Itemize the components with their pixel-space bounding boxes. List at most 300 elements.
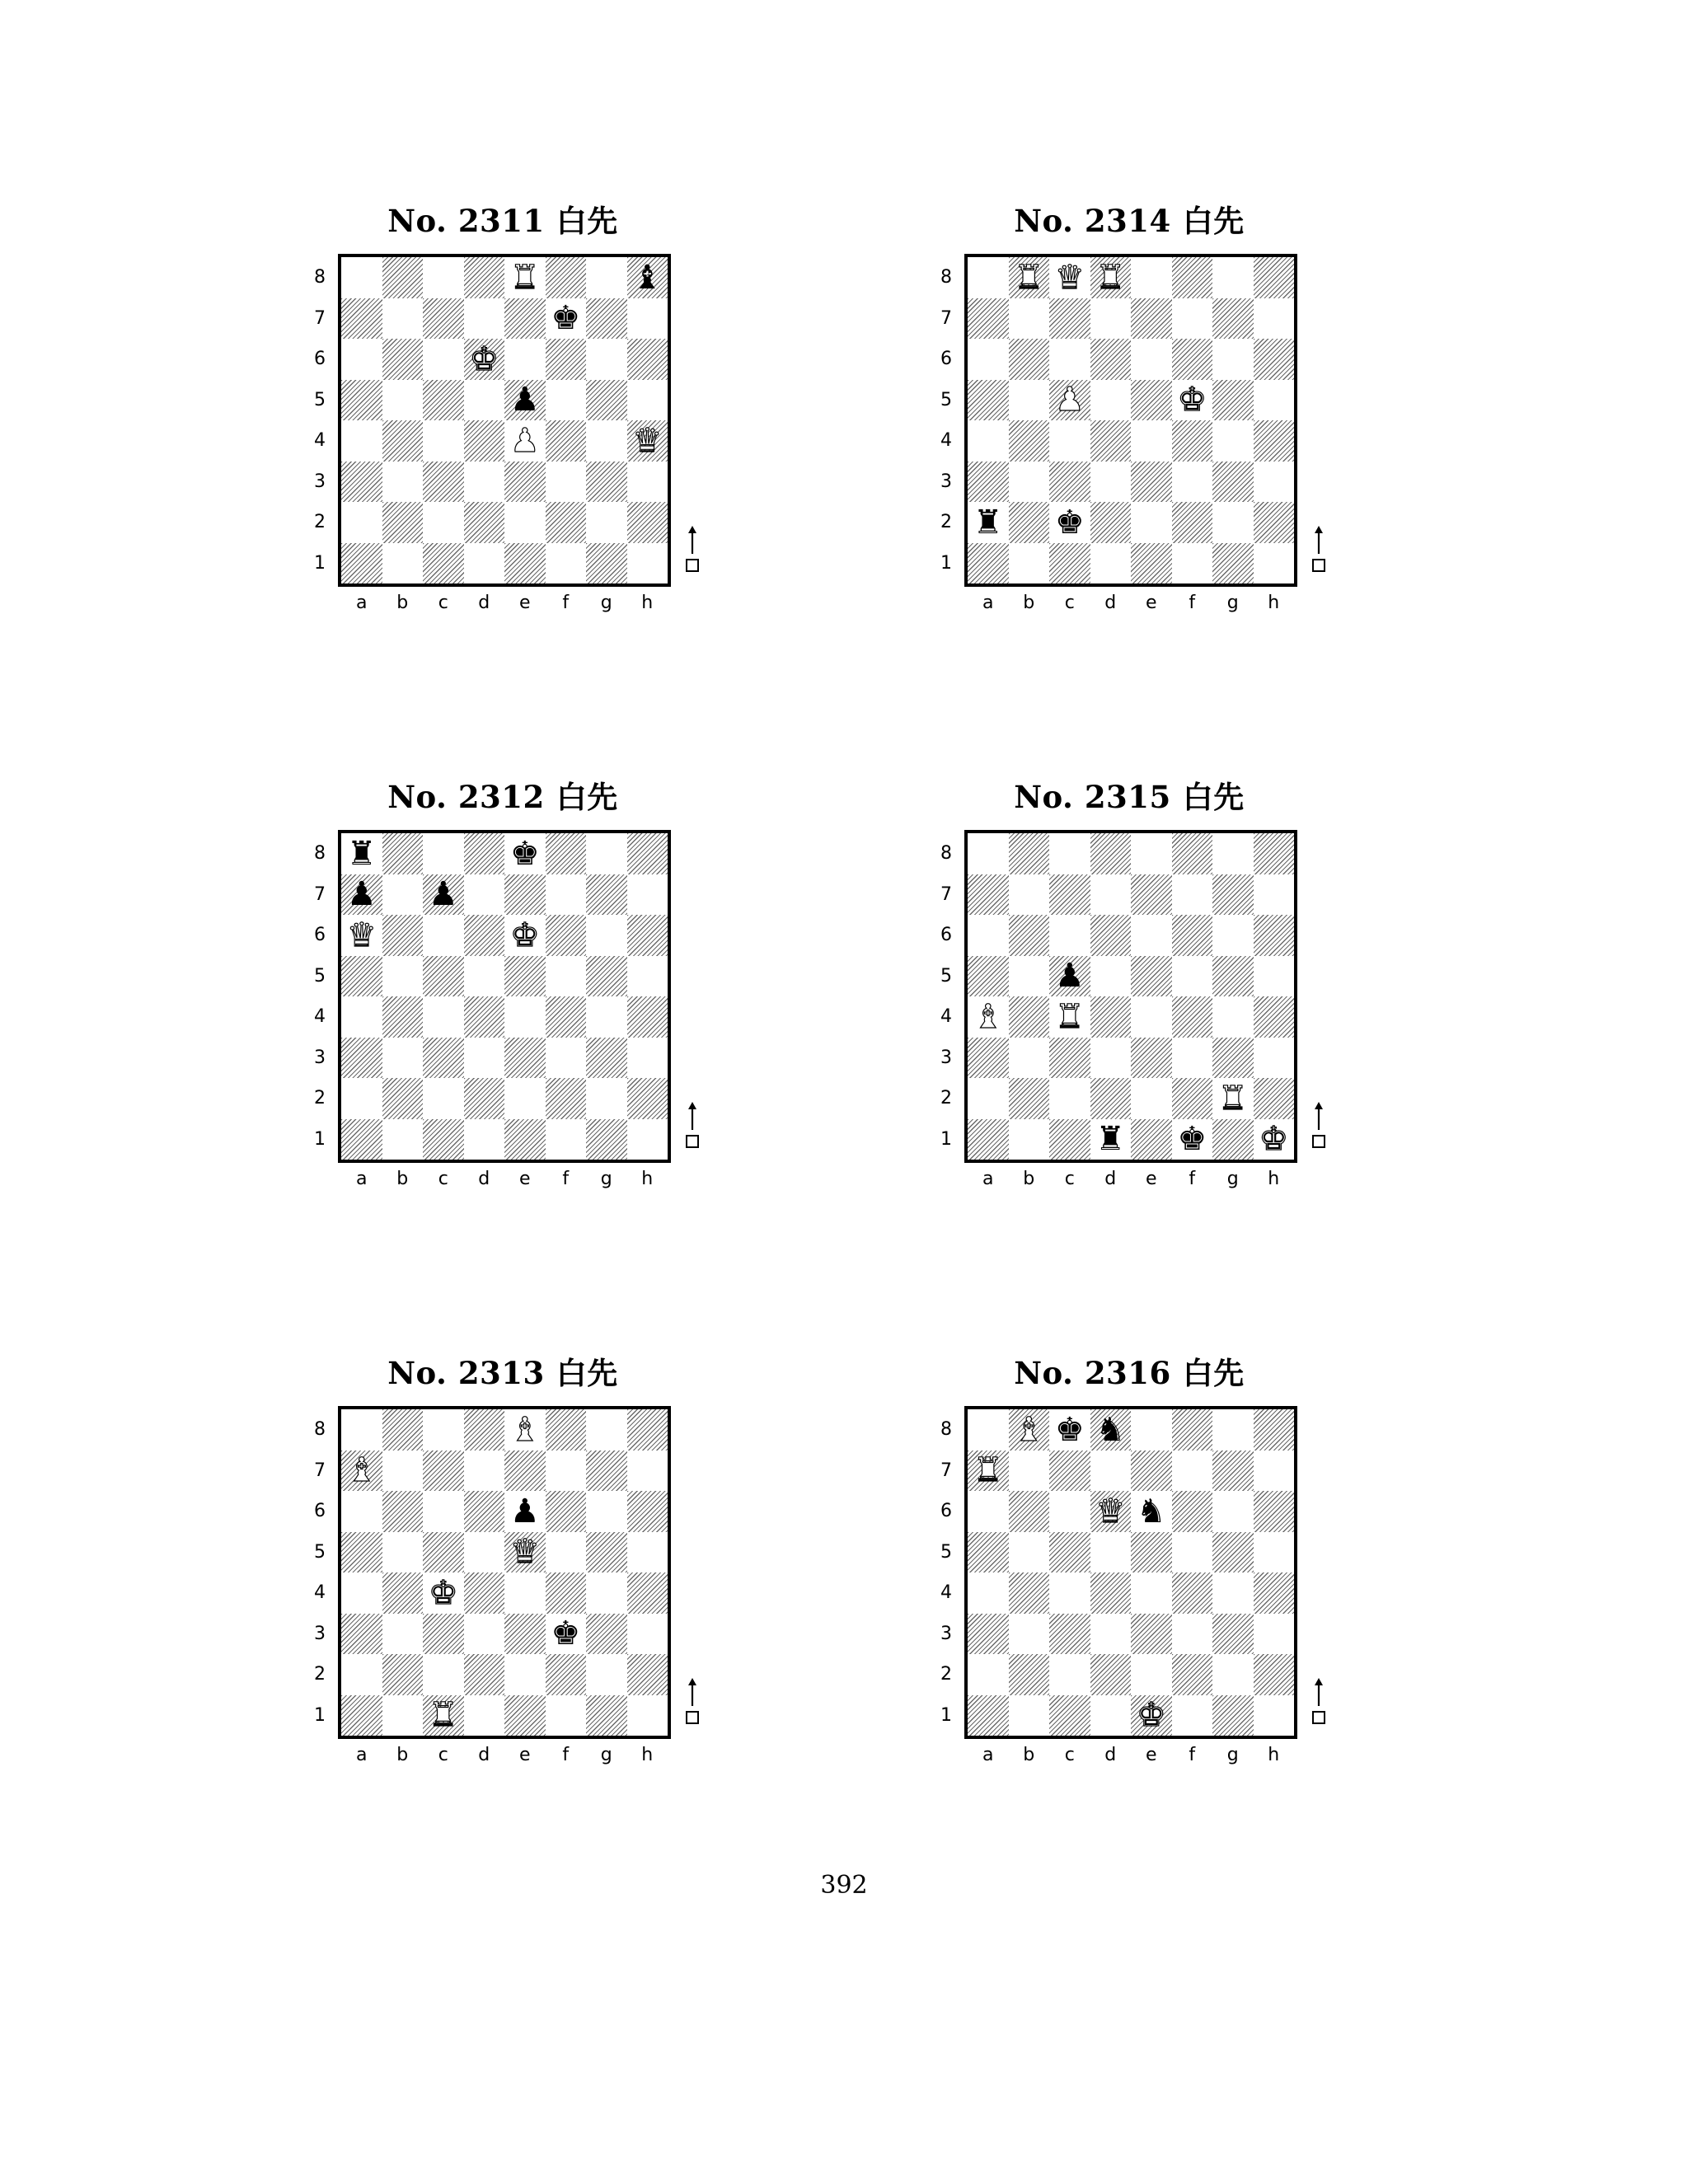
chess-board — [338, 254, 671, 587]
square-a6 — [968, 915, 1009, 956]
square-c2 — [1049, 1654, 1090, 1695]
square-d3 — [464, 1038, 505, 1079]
rank-label: 7 — [940, 883, 952, 905]
white-bishop-icon: ♝ — [1014, 1410, 1044, 1449]
file-label: h — [641, 592, 654, 613]
puzzle-title — [915, 1348, 1343, 1393]
white-to-move-indicator — [684, 1678, 701, 1731]
square-f7 — [546, 1451, 587, 1492]
square-b3 — [382, 1614, 424, 1655]
square-c8 — [1049, 1409, 1090, 1451]
square-d6 — [464, 915, 505, 956]
white-bishop-icon: ♝ — [346, 1451, 377, 1490]
square-c1 — [423, 1119, 464, 1160]
square-b8 — [382, 257, 424, 298]
white-king-icon: ♚ — [428, 1573, 458, 1612]
up-arrow-icon — [1313, 526, 1325, 554]
square-a7 — [968, 1451, 1009, 1492]
square-d5 — [1090, 956, 1132, 997]
square-b7 — [1009, 874, 1050, 916]
file-labels — [968, 590, 1294, 615]
square-h5 — [627, 956, 668, 997]
file-label: g — [600, 1168, 612, 1189]
square-b2 — [1009, 1654, 1050, 1695]
square-e1 — [504, 1119, 546, 1160]
square-f6 — [546, 339, 587, 380]
file-label: e — [1145, 1168, 1157, 1189]
black-bishop-icon: ♝ — [632, 258, 663, 297]
white-pawn-icon: ♟ — [1054, 381, 1085, 419]
square-g8 — [1212, 833, 1254, 874]
square-b8 — [382, 833, 424, 874]
square-b1 — [382, 543, 424, 584]
file-label: c — [1064, 1744, 1075, 1765]
square-b8 — [382, 1409, 424, 1451]
square-h4 — [1254, 996, 1295, 1038]
file-label: c — [438, 1744, 448, 1765]
white-to-move-indicator — [1311, 1102, 1327, 1155]
white-bishop-icon: ♝ — [973, 997, 1003, 1036]
square-f2 — [1172, 502, 1213, 543]
square-b7 — [382, 298, 424, 340]
square-h3 — [627, 1614, 668, 1655]
square-a1 — [341, 1695, 382, 1736]
puzzle-number: No. 2314 — [1014, 203, 1171, 239]
square-g4 — [586, 420, 627, 462]
square-b6 — [382, 1491, 424, 1532]
square-c8 — [423, 257, 464, 298]
square-f3 — [1172, 1038, 1213, 1079]
square-h4 — [1254, 1572, 1295, 1614]
square-a8 — [968, 257, 1009, 298]
white-queen-icon: ♛ — [1054, 258, 1085, 297]
rank-label: 3 — [940, 1623, 952, 1644]
white-rook-icon: ♜ — [428, 1696, 458, 1735]
square-e3 — [504, 462, 546, 503]
square-g3 — [586, 1614, 627, 1655]
square-h4 — [1254, 420, 1295, 462]
black-knight-icon: ♞ — [1095, 1410, 1126, 1449]
square-e4 — [1131, 1572, 1172, 1614]
white-queen-icon: ♛ — [1095, 1492, 1126, 1530]
square-a6 — [968, 339, 1009, 380]
rank-label: 4 — [940, 430, 952, 452]
side-to-move-label: 白先 — [1182, 780, 1245, 815]
file-labels — [968, 1742, 1294, 1767]
square-h3 — [627, 462, 668, 503]
square-f8 — [1172, 1409, 1213, 1451]
file-label: a — [982, 1168, 994, 1189]
puzzle-2315 — [915, 772, 1343, 1217]
file-label: e — [1145, 1744, 1157, 1765]
square-f2 — [546, 1078, 587, 1119]
file-label: e — [518, 1168, 531, 1189]
square-f8 — [1172, 257, 1213, 298]
file-label: c — [438, 592, 448, 613]
square-f4 — [546, 420, 587, 462]
rank-label: 2 — [940, 1088, 952, 1109]
chess-board — [964, 1406, 1297, 1739]
square-f6 — [1172, 915, 1213, 956]
square-h1 — [627, 1119, 668, 1160]
square-c2 — [1049, 1078, 1090, 1119]
square-e3 — [1131, 462, 1172, 503]
white-square-icon — [686, 1711, 699, 1724]
square-d3 — [464, 462, 505, 503]
square-a5 — [968, 380, 1009, 421]
file-label: g — [1226, 1744, 1239, 1765]
square-a8 — [341, 1409, 382, 1451]
square-f1 — [1172, 1119, 1213, 1160]
rank-label: 6 — [940, 349, 952, 370]
square-c6 — [423, 1491, 464, 1532]
square-b1 — [1009, 1695, 1050, 1736]
black-king-icon: ♚ — [509, 834, 540, 873]
square-h7 — [627, 298, 668, 340]
square-g7 — [586, 298, 627, 340]
square-d2 — [1090, 502, 1132, 543]
file-labels — [968, 1166, 1294, 1191]
chess-board — [338, 830, 671, 1163]
square-h4 — [627, 420, 668, 462]
square-c6 — [423, 915, 464, 956]
rank-label: 4 — [314, 1582, 326, 1604]
rank-label: 1 — [314, 1704, 326, 1726]
square-a1 — [968, 1695, 1009, 1736]
square-b3 — [1009, 1614, 1050, 1655]
black-king-icon: ♚ — [551, 1615, 581, 1653]
square-b1 — [382, 1695, 424, 1736]
file-labels — [341, 1742, 668, 1767]
square-b4 — [1009, 996, 1050, 1038]
square-e5 — [504, 380, 546, 421]
square-d8 — [1090, 1409, 1132, 1451]
white-to-move-indicator — [1311, 1678, 1327, 1731]
rank-label: 8 — [314, 267, 326, 288]
rank-label: 2 — [314, 1664, 326, 1685]
square-d7 — [464, 298, 505, 340]
square-a3 — [341, 1614, 382, 1655]
square-e3 — [504, 1614, 546, 1655]
file-label: a — [356, 592, 368, 613]
square-c8 — [1049, 833, 1090, 874]
rank-label: 1 — [940, 1128, 952, 1150]
file-label: g — [600, 592, 612, 613]
rank-label: 1 — [940, 1704, 952, 1726]
square-c8 — [423, 1409, 464, 1451]
square-h8 — [1254, 257, 1295, 298]
black-pawn-icon: ♟ — [346, 875, 377, 914]
square-e7 — [504, 1451, 546, 1492]
black-king-icon: ♚ — [1177, 1120, 1207, 1159]
square-c4 — [1049, 420, 1090, 462]
square-g2 — [1212, 502, 1254, 543]
square-g3 — [1212, 1614, 1254, 1655]
square-g3 — [1212, 462, 1254, 503]
square-e5 — [504, 956, 546, 997]
black-pawn-icon: ♟ — [1054, 957, 1085, 996]
puzzle-2312 — [288, 772, 717, 1217]
square-f1 — [1172, 543, 1213, 584]
square-f1 — [546, 1695, 587, 1736]
square-g1 — [586, 1695, 627, 1736]
square-g6 — [586, 1491, 627, 1532]
square-b4 — [382, 996, 424, 1038]
square-g1 — [586, 543, 627, 584]
square-d6 — [464, 339, 505, 380]
square-e3 — [1131, 1614, 1172, 1655]
square-f5 — [546, 380, 587, 421]
white-pawn-icon: ♟ — [509, 421, 540, 460]
rank-label: 4 — [940, 1582, 952, 1604]
rank-label: 3 — [314, 1623, 326, 1644]
white-to-move-indicator — [1311, 526, 1327, 579]
file-labels — [341, 1166, 668, 1191]
up-arrow-icon — [687, 1102, 698, 1130]
square-e6 — [1131, 339, 1172, 380]
rank-label: 5 — [940, 965, 952, 987]
square-f8 — [1172, 833, 1213, 874]
square-a1 — [341, 1119, 382, 1160]
square-e6 — [504, 915, 546, 956]
rank-labels — [938, 257, 954, 583]
square-h5 — [627, 380, 668, 421]
white-bishop-icon: ♝ — [509, 1410, 540, 1449]
square-c1 — [423, 1695, 464, 1736]
square-e6 — [504, 339, 546, 380]
square-h2 — [1254, 1654, 1295, 1695]
rank-label: 3 — [314, 1047, 326, 1068]
square-b5 — [382, 380, 424, 421]
square-c6 — [423, 339, 464, 380]
square-f3 — [1172, 1614, 1213, 1655]
square-g5 — [586, 956, 627, 997]
square-e3 — [504, 1038, 546, 1079]
square-c5 — [1049, 1532, 1090, 1573]
square-e2 — [504, 1078, 546, 1119]
square-g6 — [1212, 915, 1254, 956]
white-square-icon — [686, 1135, 699, 1148]
square-f4 — [1172, 420, 1213, 462]
square-h2 — [627, 1078, 668, 1119]
square-d4 — [464, 996, 505, 1038]
square-f5 — [1172, 1532, 1213, 1573]
square-a3 — [341, 462, 382, 503]
square-c4 — [423, 996, 464, 1038]
square-c6 — [1049, 339, 1090, 380]
rank-label: 7 — [940, 1460, 952, 1481]
square-a4 — [968, 1572, 1009, 1614]
square-e2 — [504, 502, 546, 543]
square-b1 — [1009, 1119, 1050, 1160]
square-c5 — [1049, 380, 1090, 421]
square-g1 — [586, 1119, 627, 1160]
white-king-icon: ♚ — [1136, 1696, 1166, 1735]
square-d6 — [1090, 915, 1132, 956]
square-g5 — [1212, 956, 1254, 997]
square-e4 — [504, 1572, 546, 1614]
up-arrow-icon — [1313, 1678, 1325, 1706]
black-king-icon: ♚ — [1054, 503, 1085, 541]
white-square-icon — [1312, 1711, 1325, 1724]
square-a4 — [341, 420, 382, 462]
square-h2 — [1254, 1078, 1295, 1119]
square-c3 — [423, 1038, 464, 1079]
square-e3 — [1131, 1038, 1172, 1079]
square-b4 — [382, 420, 424, 462]
square-c3 — [1049, 1038, 1090, 1079]
square-b2 — [382, 502, 424, 543]
square-b7 — [1009, 298, 1050, 340]
square-c1 — [1049, 1119, 1090, 1160]
square-d4 — [464, 1572, 505, 1614]
square-h1 — [1254, 1695, 1295, 1736]
square-b8 — [1009, 1409, 1050, 1451]
square-d8 — [464, 257, 505, 298]
rank-label: 7 — [940, 307, 952, 329]
file-label: f — [1189, 1744, 1196, 1765]
black-rook-icon: ♜ — [973, 503, 1003, 541]
file-label: h — [641, 1744, 654, 1765]
square-f3 — [546, 1614, 587, 1655]
square-b3 — [1009, 1038, 1050, 1079]
file-labels — [341, 590, 668, 615]
square-e8 — [504, 257, 546, 298]
side-to-move-label: 白先 — [556, 204, 618, 239]
square-e2 — [1131, 502, 1172, 543]
square-a3 — [341, 1038, 382, 1079]
square-g7 — [1212, 874, 1254, 916]
square-a5 — [968, 956, 1009, 997]
square-a5 — [968, 1532, 1009, 1573]
square-b5 — [1009, 1532, 1050, 1573]
square-d3 — [1090, 462, 1132, 503]
square-f1 — [546, 1119, 587, 1160]
file-label: g — [1226, 592, 1239, 613]
square-g1 — [1212, 1695, 1254, 1736]
square-a2 — [968, 1078, 1009, 1119]
white-rook-icon: ♜ — [1054, 997, 1085, 1036]
square-h7 — [627, 1451, 668, 1492]
file-label: d — [478, 1168, 490, 1189]
black-rook-icon: ♜ — [1095, 1120, 1126, 1159]
white-square-icon — [1312, 559, 1325, 572]
square-d1 — [1090, 1119, 1132, 1160]
square-c3 — [1049, 462, 1090, 503]
rank-label: 4 — [314, 1006, 326, 1028]
square-g2 — [586, 1654, 627, 1695]
square-c1 — [1049, 543, 1090, 584]
square-h6 — [627, 339, 668, 380]
white-queen-icon: ♛ — [632, 421, 663, 460]
square-h8 — [1254, 833, 1295, 874]
black-pawn-icon: ♟ — [509, 381, 540, 419]
white-to-move-indicator — [684, 1102, 701, 1155]
square-d8 — [1090, 833, 1132, 874]
white-square-icon — [1312, 1135, 1325, 1148]
square-a7 — [968, 298, 1009, 340]
rank-label: 8 — [314, 843, 326, 865]
square-h6 — [1254, 915, 1295, 956]
chess-board — [964, 254, 1297, 587]
file-label: b — [1023, 592, 1035, 613]
square-f3 — [546, 1038, 587, 1079]
square-h7 — [1254, 874, 1295, 916]
square-h1 — [1254, 543, 1295, 584]
file-label: a — [982, 1744, 994, 1765]
square-c4 — [423, 420, 464, 462]
square-e1 — [1131, 1695, 1172, 1736]
square-f4 — [1172, 1572, 1213, 1614]
square-a2 — [968, 1654, 1009, 1695]
rank-label: 8 — [314, 1419, 326, 1441]
side-to-move-label: 白先 — [1182, 1356, 1245, 1391]
square-a5 — [341, 1532, 382, 1573]
square-h1 — [627, 1695, 668, 1736]
square-b4 — [382, 1572, 424, 1614]
square-g8 — [586, 257, 627, 298]
square-f1 — [1172, 1695, 1213, 1736]
square-h2 — [627, 502, 668, 543]
square-d7 — [1090, 298, 1132, 340]
file-label: b — [396, 1744, 409, 1765]
file-label: d — [1104, 1744, 1117, 1765]
rank-labels — [938, 1409, 954, 1736]
square-f8 — [546, 1409, 587, 1451]
square-a7 — [968, 874, 1009, 916]
file-label: f — [562, 592, 570, 613]
file-label: f — [1189, 592, 1196, 613]
square-e7 — [1131, 1451, 1172, 1492]
rank-label: 6 — [314, 925, 326, 946]
square-a6 — [341, 1491, 382, 1532]
square-c2 — [423, 502, 464, 543]
square-a8 — [341, 257, 382, 298]
rank-label: 6 — [940, 925, 952, 946]
white-rook-icon: ♜ — [1095, 258, 1126, 297]
file-label: c — [1064, 1168, 1075, 1189]
square-c5 — [1049, 956, 1090, 997]
square-e4 — [504, 996, 546, 1038]
square-d2 — [464, 1078, 505, 1119]
square-f8 — [546, 833, 587, 874]
rank-label: 4 — [940, 1006, 952, 1028]
black-king-icon: ♚ — [551, 299, 581, 338]
rank-label: 2 — [314, 512, 326, 533]
square-c7 — [423, 1451, 464, 1492]
square-e7 — [504, 874, 546, 916]
square-f1 — [546, 543, 587, 584]
square-c1 — [1049, 1695, 1090, 1736]
rank-label: 5 — [940, 1541, 952, 1563]
square-d7 — [464, 1451, 505, 1492]
square-g8 — [586, 833, 627, 874]
square-g4 — [1212, 420, 1254, 462]
square-e2 — [504, 1654, 546, 1695]
square-a7 — [341, 1451, 382, 1492]
file-label: a — [356, 1744, 368, 1765]
square-d1 — [1090, 543, 1132, 584]
white-rook-icon: ♜ — [509, 258, 540, 297]
puzzle-number: No. 2313 — [387, 1355, 545, 1391]
square-h5 — [627, 1532, 668, 1573]
square-a5 — [341, 380, 382, 421]
square-b6 — [1009, 915, 1050, 956]
square-h2 — [627, 1654, 668, 1695]
square-a1 — [968, 1119, 1009, 1160]
square-h3 — [1254, 1614, 1295, 1655]
file-label: b — [396, 592, 409, 613]
